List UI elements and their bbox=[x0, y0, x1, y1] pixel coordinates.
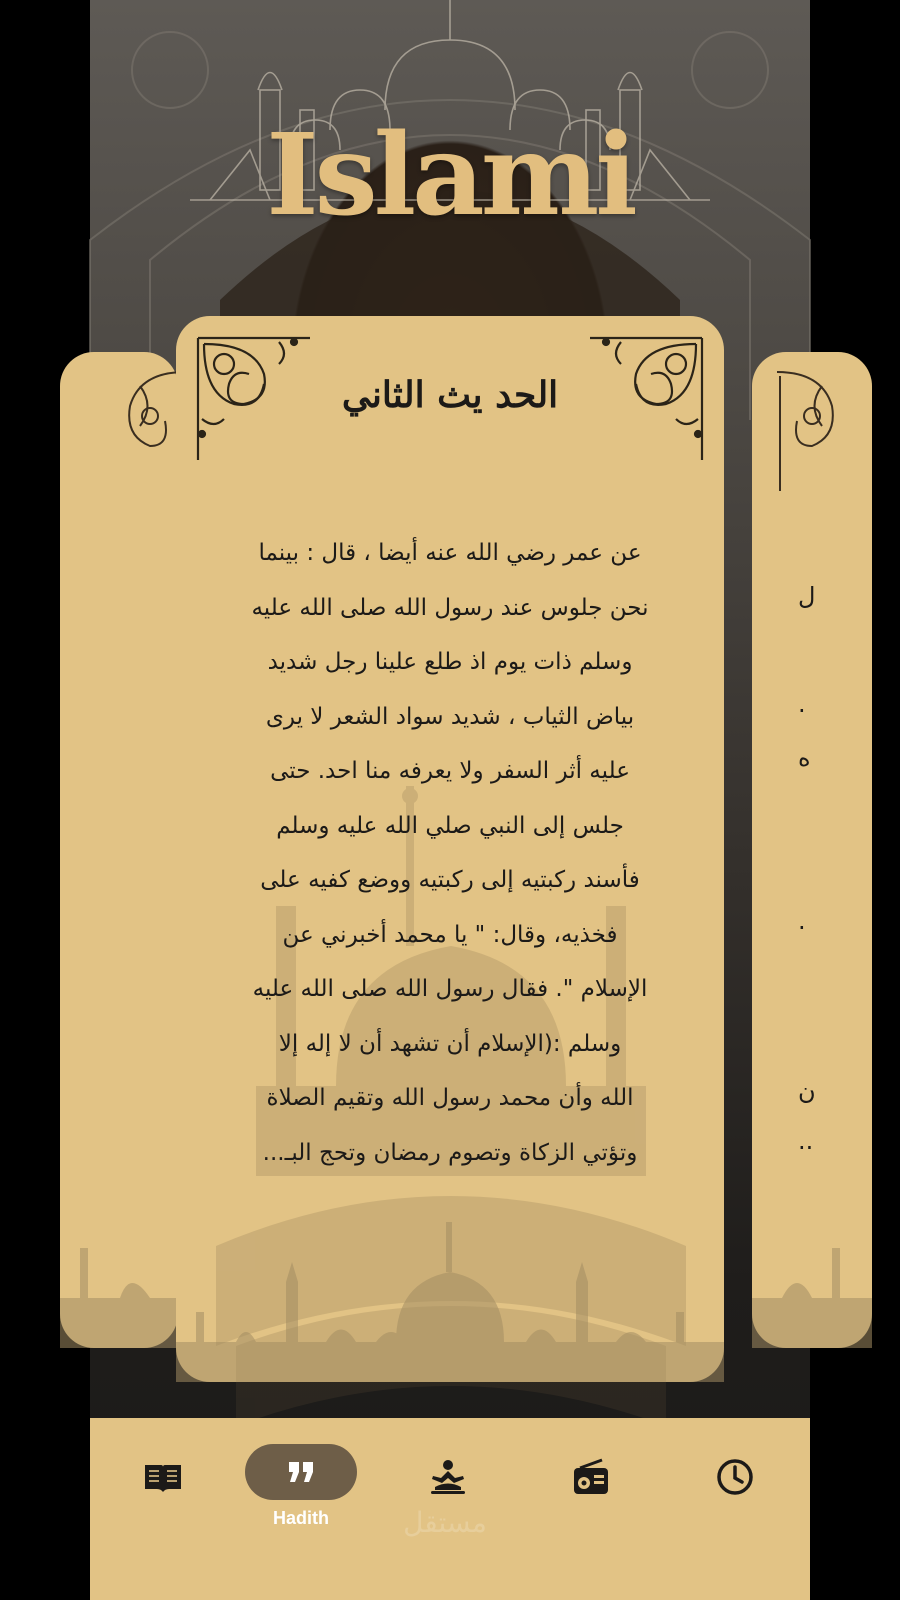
clock-time-icon bbox=[714, 1456, 756, 1498]
hadith-title: الحد يث الثاني bbox=[341, 374, 559, 416]
mosque-skyline-decoration bbox=[752, 1188, 872, 1348]
next-card-text-fragment: . bbox=[798, 907, 806, 935]
radio-icon bbox=[570, 1456, 612, 1498]
hadith-line: نحن جلوس عند رسول الله صلى الله عليه bbox=[251, 594, 649, 621]
hadith-line: الله وأن محمد رسول الله وتقيم الصلاة bbox=[266, 1085, 634, 1111]
nav-item-label: Hadith bbox=[273, 1508, 329, 1528]
hadith-line: بياض الثياب ، شديد سواد الشعر لا يرى bbox=[265, 703, 635, 730]
app-screen bbox=[90, 0, 816, 1600]
next-card-text-fragment: . bbox=[798, 690, 806, 718]
next-card-text-fragment: ن bbox=[798, 1077, 816, 1105]
next-card-text-fragment: ل bbox=[798, 582, 816, 610]
hadith-card-previous[interactable] bbox=[60, 352, 178, 1348]
sebha-prayer-icon bbox=[427, 1456, 469, 1498]
nav-item-quran[interactable] bbox=[106, 1444, 218, 1554]
next-card-text-fragment: .. bbox=[798, 1127, 814, 1155]
nav-item-time[interactable] bbox=[678, 1444, 790, 1554]
hadith-line: وسلم :(الإسلام أن تشهد أن لا إله إلا bbox=[278, 1030, 622, 1057]
nav-item-radio[interactable] bbox=[534, 1444, 646, 1554]
hadith-line: وسلم ذات يوم اذ طلع علينا رجل شديد bbox=[267, 649, 633, 675]
quran-book-icon bbox=[142, 1456, 184, 1498]
nav-active-pill bbox=[245, 1444, 357, 1500]
mosque-skyline-decoration bbox=[60, 1188, 178, 1348]
hadith-line: الإسلام ". فقال رسول الله صلى الله عليه bbox=[252, 976, 648, 1002]
hadith-card-next[interactable] bbox=[752, 352, 872, 1348]
hadith-line: عن عمر رضي الله عنه أيضا ، قال : بينما bbox=[258, 540, 642, 566]
hadith-line: جلس إلى النبي صلي الله عليه وسلم bbox=[276, 812, 624, 839]
bottom-nav bbox=[90, 1418, 810, 1600]
hadith-line: عليه أثر السفر ولا يعرفه منا احد. حتى bbox=[270, 758, 630, 784]
corner-ornament-icon bbox=[772, 366, 842, 496]
hadith-quote-icon bbox=[287, 1460, 315, 1484]
nav-item-hadith[interactable] bbox=[245, 1444, 357, 1554]
hadith-line: وتؤتي الزكاة وتصوم رمضان وتحج البـ... bbox=[262, 1139, 638, 1166]
app-logo: Islami bbox=[266, 110, 634, 241]
mosque-skyline-decoration bbox=[176, 1222, 724, 1382]
hadith-line: فأسند ركبتيه إلى ركبتيه ووضع كفيه على bbox=[260, 867, 640, 893]
hadith-card-current[interactable] bbox=[176, 316, 724, 1382]
watermark-text: مستقل bbox=[403, 1506, 487, 1539]
hadith-line: فخذيه، وقال: " يا محمد أخبرني عن bbox=[282, 921, 618, 948]
hadith-text bbox=[216, 526, 684, 1180]
next-card-text-fragment: ه bbox=[798, 744, 811, 772]
